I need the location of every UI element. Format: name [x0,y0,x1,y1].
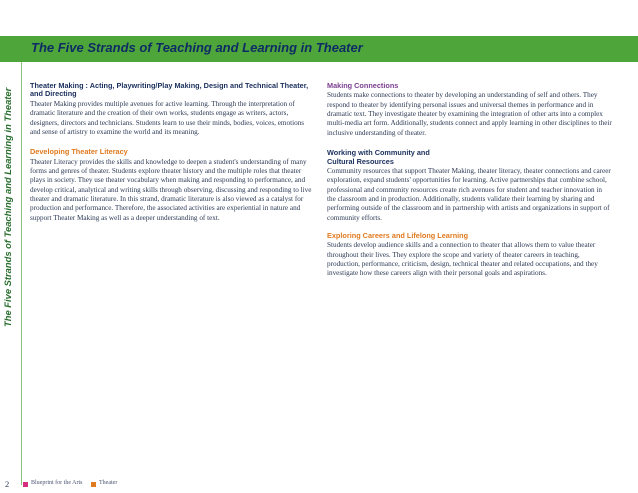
section-community-resources [327,149,612,223]
page-title: The Five Strands of Teaching and Learning in Theater [31,40,363,55]
section-body: Students develop audience skills and a connection to theater that allows them to value theater throughout their lives. They explore the scope and variety of theater careers in teaching, production, performance, criticism, design, technical theater and related occupations, and they investigate how these careers align with their personal goals and aspirations. [327,241,598,278]
page-number: 2 [5,479,10,489]
orange-square-icon [91,482,96,487]
section-title: Working with Community and Cultural Resources [327,148,430,166]
section-title: Exploring Careers and Lifelong Learning [327,231,469,240]
side-running-title: The Five Strands of Teaching and Learning in Theater [2,87,13,327]
section-title: Making Connections [327,81,399,90]
side-divider [21,62,22,485]
section-title: Developing Theater Literacy [30,147,128,157]
section-making-connections [327,82,612,138]
section-careers [327,232,612,279]
right-column [327,82,612,290]
footer-subject: Theater [99,480,118,486]
section-theater-making [30,82,315,137]
section-theater-literacy [30,148,315,223]
side-label-container [0,62,22,327]
section-body: Theater Making provides multiple avenues for active learning. Through the interpretation of dramatic literature and the creation of their own works, students engage as writers, actors, designers, directors and technicians. Students learn to use their minds, bodies, voices, emotions and sense of artistry to examine the world and its meaning. [30,99,305,136]
pink-square-icon [23,482,28,487]
footer-publication: Blueprint for the Arts [31,480,83,486]
section-body: Community resources that support Theater Making, theater literacy, theater connections and career exploration, expand students' opportunities for learning. Active partnerships that combine school, professional and community resources create rich avenues for student and teacher innovation in the classroom and in production. Additionally, students validate their learning by sharing and performing outside of the classroom and in partnership with artists and organizations in support of community efforts. [327,166,611,222]
section-body: Theater Literacy provides the skills and knowledge to deepen a student's understanding of many forms and genres of theater. Students explore theater history and the multiple roles that theater plays in society. They use theater vocabulary when making and responding to performance, and develop critical, analytical and writing skills through observing, discussing and responding to live theater and dramatic literature. In this strand, dramatic literature is also viewed as a catalyst for production and performance. Therefore, the associated activities are experiential in nature and support Theater Making as well as a deeper understanding of text. [30,157,312,222]
page-footer [0,476,638,493]
section-body: Students make connections to theater by developing an understanding of self and others. They respond to theater by identifying personal issues and universal themes in performance and in dramatic text. They investigate theater by examining the integration of other arts into a complex multi-media art form. Additionally, students connect and apply learning in other disciplines to their inclusive understanding of theater. [327,91,612,137]
left-column [30,82,315,234]
section-title: Theater Making : Acting, Playwriting/Play Making, Design and Technical Theater, and Directing [30,81,309,99]
